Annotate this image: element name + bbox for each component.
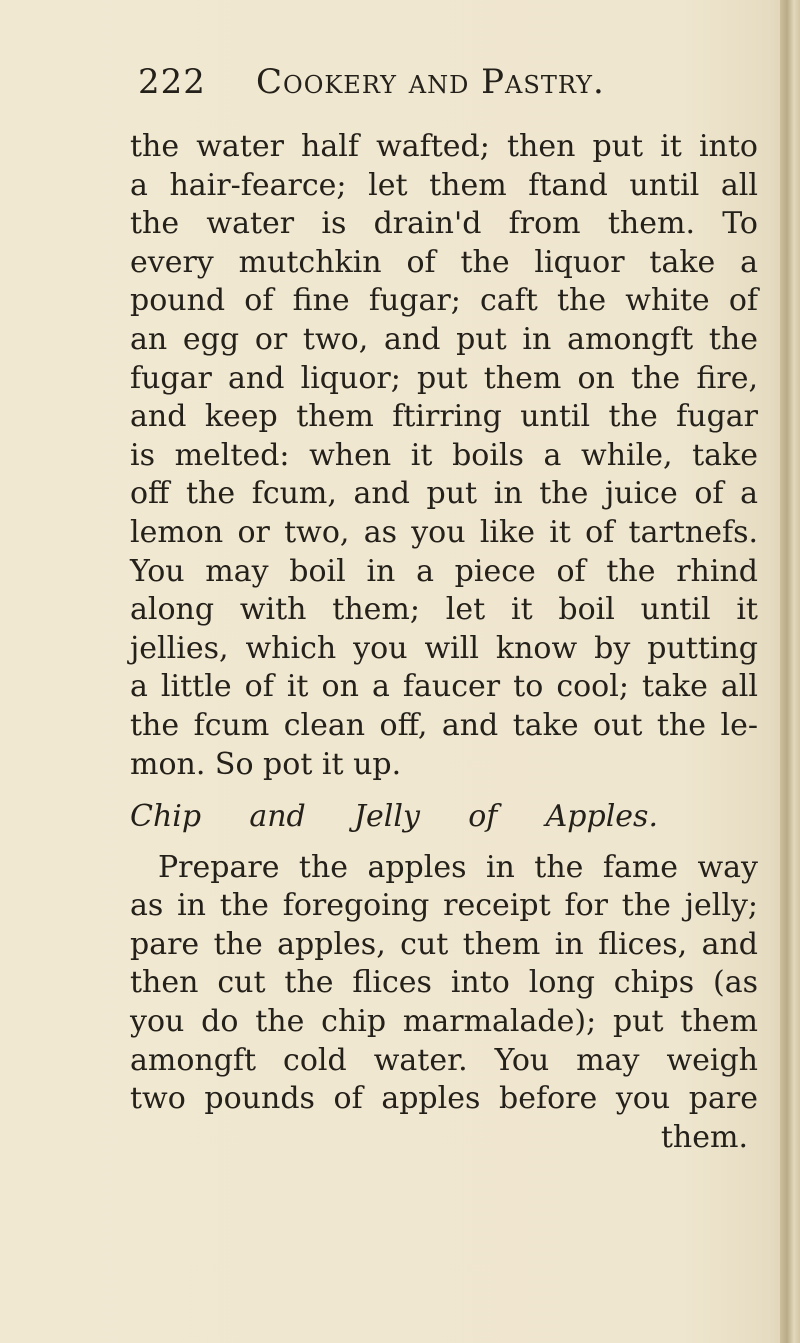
text-line: jellies, which you will know by putting [130, 630, 758, 666]
text-line: the water half wafted; then put it into [130, 129, 758, 164]
text-line: a little of it on a faucer to cool; take all [130, 669, 758, 705]
section-heading: Chip and Jelly of Apples. [130, 799, 658, 835]
text-line: them. [660, 1119, 748, 1155]
text-line: the water is drain'd from them. To [130, 206, 758, 242]
paragraph-2 [130, 849, 758, 1158]
text-line: off the fcum, and put in the juice of a [130, 476, 758, 512]
text-line: you do the chip marmalade); put them [130, 1004, 758, 1040]
text-line: the fcum clean off, and take out the le- [130, 707, 758, 743]
page-edge [780, 0, 800, 1343]
text-line: You may boil in a piece of the rhind [130, 553, 758, 589]
running-header [138, 62, 698, 112]
text-line: pound of fine fugar; caft the white of [130, 283, 758, 319]
text-line: two pounds of apples before you pare [130, 1081, 758, 1117]
text-line: pare the apples, cut them in flices, and [130, 926, 758, 962]
text-line: Prepare the apples in the fame way [158, 849, 758, 885]
text-line: and keep them ftirring until the fugar [130, 399, 758, 435]
text-line: is melted: when it boils a while, take [130, 437, 758, 473]
text-line: mon. So pot it up. [130, 746, 402, 782]
text-line: an egg or two, and put in amongft the [130, 321, 758, 357]
text-line: every mutchkin of the liquor take a [130, 244, 758, 280]
text-line: a hair-fearce; let them ftand until all [130, 167, 758, 203]
text-line: then cut the flices into long chips (as [130, 965, 758, 1001]
page-number: 222 [138, 62, 206, 102]
paragraph-1 [130, 128, 758, 784]
text-line: fugar and liquor; put them on the fire, [130, 360, 758, 396]
text-line: lemon or two, as you like it of tartnefs. [130, 514, 758, 550]
text-line: amongft cold water. You may weigh [130, 1042, 758, 1078]
text-line: as in the foregoing receipt for the jelly; [130, 888, 758, 924]
page-body [130, 128, 758, 1157]
text-line: along with them; let it boil until it [130, 592, 758, 628]
running-title: Cookery and Pastry. [256, 62, 605, 102]
